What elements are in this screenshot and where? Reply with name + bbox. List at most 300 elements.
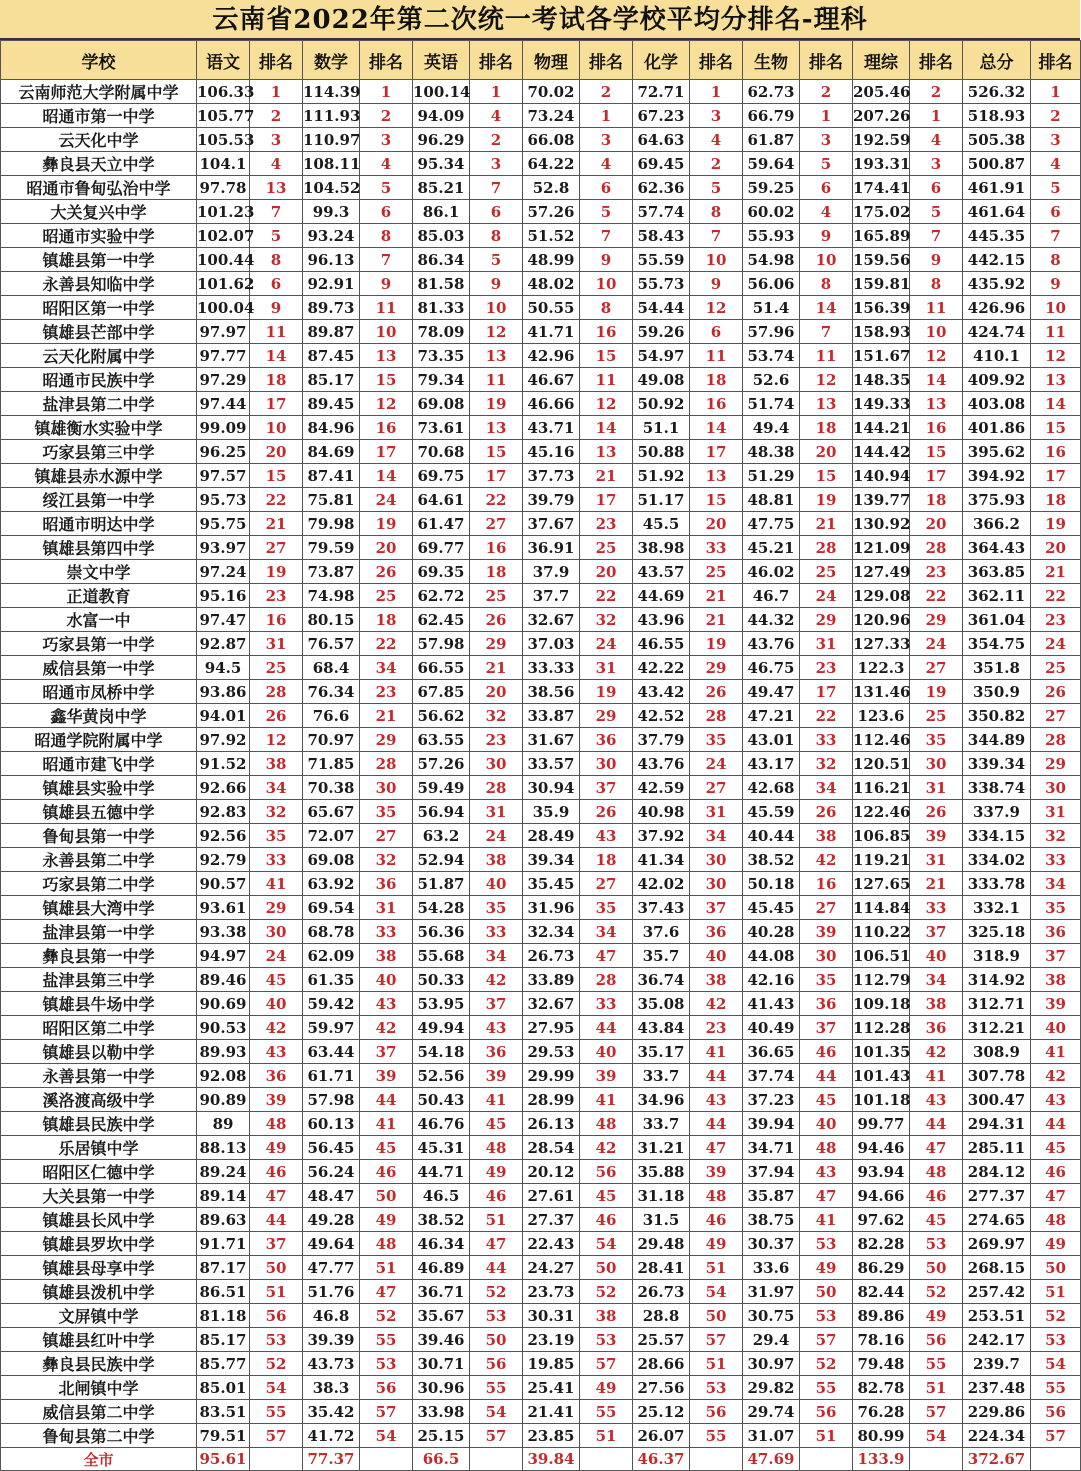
rank-cell: 40 — [360, 968, 413, 992]
rank-cell: 46 — [360, 1160, 413, 1184]
school-name-cell: 镇雄县五德中学 — [1, 800, 197, 824]
score-cell: 100.44 — [197, 248, 250, 272]
rank-cell: 39 — [360, 1064, 413, 1088]
score-cell: 52.6 — [743, 368, 800, 392]
table-row — [1, 1136, 1081, 1160]
score-cell: 62.73 — [743, 80, 800, 104]
score-cell: 93.86 — [197, 680, 250, 704]
table-row — [1, 368, 1081, 392]
school-name-cell: 鑫华黄岗中学 — [1, 704, 197, 728]
score-cell: 48.47 — [303, 1184, 360, 1208]
score-cell: 57.96 — [743, 320, 800, 344]
school-name-cell: 镇雄县以勒中学 — [1, 1040, 197, 1064]
score-cell: 395.62 — [963, 440, 1031, 464]
rank-cell: 20 — [470, 680, 523, 704]
score-cell: 85.17 — [197, 1328, 250, 1352]
score-cell: 30.75 — [743, 1304, 800, 1328]
table-row — [1, 1160, 1081, 1184]
school-name-cell: 永善县第一中学 — [1, 1064, 197, 1088]
rank-cell: 30 — [690, 872, 743, 896]
score-cell: 93.24 — [303, 224, 360, 248]
rank-cell: 48 — [690, 1184, 743, 1208]
school-name-cell: 威信县第二中学 — [1, 1400, 197, 1424]
score-cell: 106.85 — [853, 824, 910, 848]
rank-cell: 29 — [580, 704, 633, 728]
score-cell: 93.97 — [197, 536, 250, 560]
school-name-cell: 彝良县民族中学 — [1, 1352, 197, 1376]
score-cell: 35.17 — [633, 1040, 690, 1064]
score-cell: 127.49 — [853, 560, 910, 584]
rank-cell: 39 — [250, 1088, 303, 1112]
rank-cell: 47 — [1031, 1184, 1081, 1208]
rank-cell: 1 — [250, 80, 303, 104]
rank-cell: 4 — [470, 104, 523, 128]
table-row — [1, 440, 1081, 464]
rank-cell: 49 — [250, 1136, 303, 1160]
score-cell: 46.75 — [743, 656, 800, 680]
score-cell: 87.17 — [197, 1256, 250, 1280]
rank-cell: 53 — [360, 1352, 413, 1376]
rank-cell: 40 — [910, 944, 963, 968]
score-cell: 46.34 — [413, 1232, 470, 1256]
score-cell: 32.67 — [523, 608, 580, 632]
score-cell: 30.94 — [523, 776, 580, 800]
score-cell: 192.59 — [853, 128, 910, 152]
score-cell: 410.1 — [963, 344, 1031, 368]
rank-cell: 26 — [690, 680, 743, 704]
rank-cell: 27 — [910, 656, 963, 680]
score-cell: 285.11 — [963, 1136, 1031, 1160]
rank-cell: 26 — [1031, 680, 1081, 704]
score-cell: 38.3 — [303, 1376, 360, 1400]
rank-cell: 44 — [910, 1112, 963, 1136]
school-name-cell: 乐居镇中学 — [1, 1136, 197, 1160]
score-cell: 33.33 — [523, 656, 580, 680]
score-cell: 59.25 — [743, 176, 800, 200]
rank-cell: 9 — [250, 296, 303, 320]
table-row — [1, 536, 1081, 560]
rank-cell: 54 — [250, 1376, 303, 1400]
school-name-cell: 镇雄县芒部中学 — [1, 320, 197, 344]
rank-cell: 31 — [470, 800, 523, 824]
rank-cell: 53 — [1031, 1328, 1081, 1352]
score-cell: 32.34 — [523, 920, 580, 944]
score-cell: 30.31 — [523, 1304, 580, 1328]
column-header-rank: 排名 — [470, 41, 523, 80]
score-cell: 37.9 — [523, 560, 580, 584]
score-cell: 97.92 — [197, 728, 250, 752]
score-cell: 72.07 — [303, 824, 360, 848]
score-cell: 294.31 — [963, 1112, 1031, 1136]
rank-cell: 37 — [250, 1232, 303, 1256]
rank-cell: 16 — [690, 392, 743, 416]
rank-cell: 19 — [580, 680, 633, 704]
rank-cell: 24 — [690, 752, 743, 776]
city-average-cell — [580, 1448, 633, 1471]
score-cell: 32.67 — [523, 992, 580, 1016]
rank-cell: 41 — [580, 1088, 633, 1112]
score-cell: 112.28 — [853, 1016, 910, 1040]
rank-cell: 12 — [250, 728, 303, 752]
score-cell: 120.51 — [853, 752, 910, 776]
score-cell: 30.97 — [743, 1352, 800, 1376]
score-cell: 80.15 — [303, 608, 360, 632]
school-name-cell: 盐津县第一中学 — [1, 920, 197, 944]
rank-cell: 30 — [910, 752, 963, 776]
table-row — [1, 176, 1081, 200]
score-cell: 242.17 — [963, 1328, 1031, 1352]
rank-cell: 52 — [470, 1280, 523, 1304]
rank-cell: 19 — [690, 632, 743, 656]
rank-cell: 46 — [690, 1208, 743, 1232]
score-cell: 65.67 — [303, 800, 360, 824]
school-name-cell: 镇雄县第四中学 — [1, 536, 197, 560]
rank-cell: 49 — [690, 1232, 743, 1256]
score-cell: 82.28 — [853, 1232, 910, 1256]
score-cell: 110.22 — [853, 920, 910, 944]
rank-cell: 36 — [690, 920, 743, 944]
score-cell: 29.48 — [633, 1232, 690, 1256]
rank-cell: 45 — [250, 968, 303, 992]
score-cell: 20.12 — [523, 1160, 580, 1184]
score-cell: 70.97 — [303, 728, 360, 752]
rank-cell: 53 — [690, 1376, 743, 1400]
score-cell: 237.48 — [963, 1376, 1031, 1400]
score-cell: 253.51 — [963, 1304, 1031, 1328]
score-cell: 73.61 — [413, 416, 470, 440]
score-cell: 112.46 — [853, 728, 910, 752]
rank-cell: 40 — [250, 992, 303, 1016]
score-cell: 130.92 — [853, 512, 910, 536]
score-cell: 76.6 — [303, 704, 360, 728]
score-cell: 79.59 — [303, 536, 360, 560]
score-cell: 26.07 — [633, 1424, 690, 1448]
rank-cell: 48 — [580, 1112, 633, 1136]
rank-cell: 49 — [470, 1160, 523, 1184]
score-cell: 43.01 — [743, 728, 800, 752]
rank-cell: 45 — [580, 1184, 633, 1208]
rank-cell: 50 — [580, 1256, 633, 1280]
rank-cell: 45 — [360, 1136, 413, 1160]
table-row — [1, 512, 1081, 536]
rank-cell: 46 — [250, 1160, 303, 1184]
score-cell: 97.47 — [197, 608, 250, 632]
score-cell: 344.89 — [963, 728, 1031, 752]
rank-cell: 9 — [470, 272, 523, 296]
rank-cell: 47 — [910, 1136, 963, 1160]
score-cell: 90.69 — [197, 992, 250, 1016]
score-cell: 86.29 — [853, 1256, 910, 1280]
rank-cell: 11 — [800, 344, 853, 368]
rank-cell: 50 — [250, 1256, 303, 1280]
column-header-rank: 排名 — [910, 41, 963, 80]
score-cell: 64.22 — [523, 152, 580, 176]
score-cell: 165.89 — [853, 224, 910, 248]
rank-cell: 37 — [910, 920, 963, 944]
rank-cell: 38 — [690, 968, 743, 992]
rank-cell: 43 — [580, 824, 633, 848]
rank-cell: 56 — [1031, 1400, 1081, 1424]
table-row — [1, 392, 1081, 416]
rank-cell: 8 — [580, 296, 633, 320]
rank-cell: 13 — [910, 392, 963, 416]
rank-cell: 47 — [580, 944, 633, 968]
score-cell: 70.68 — [413, 440, 470, 464]
score-cell: 69.77 — [413, 536, 470, 560]
rank-cell: 48 — [800, 1136, 853, 1160]
rank-cell: 16 — [1031, 440, 1081, 464]
rank-cell: 39 — [800, 920, 853, 944]
score-cell: 37.73 — [523, 464, 580, 488]
rank-cell: 8 — [910, 272, 963, 296]
rank-cell: 28 — [910, 536, 963, 560]
score-cell: 84.69 — [303, 440, 360, 464]
table-row — [1, 416, 1081, 440]
score-cell: 36.74 — [633, 968, 690, 992]
city-average-cell — [470, 1448, 523, 1471]
rank-cell: 31 — [910, 848, 963, 872]
score-cell: 56.94 — [413, 800, 470, 824]
score-cell: 49.47 — [743, 680, 800, 704]
rank-cell: 18 — [580, 848, 633, 872]
score-cell: 62.45 — [413, 608, 470, 632]
school-name-cell: 威信县第一中学 — [1, 656, 197, 680]
score-cell: 307.78 — [963, 1064, 1031, 1088]
rank-cell: 26 — [470, 608, 523, 632]
score-cell: 69.08 — [413, 392, 470, 416]
column-header-rank: 排名 — [1031, 41, 1081, 80]
score-cell: 34.71 — [743, 1136, 800, 1160]
school-name-cell: 绥江县第一中学 — [1, 488, 197, 512]
rank-cell: 18 — [690, 368, 743, 392]
rank-cell: 17 — [690, 440, 743, 464]
rank-cell: 57 — [250, 1424, 303, 1448]
score-cell: 49.08 — [633, 368, 690, 392]
rank-cell: 14 — [690, 416, 743, 440]
rank-cell: 35 — [250, 824, 303, 848]
school-name-cell: 镇雄县红叶中学 — [1, 1328, 197, 1352]
score-cell: 52.8 — [523, 176, 580, 200]
rank-cell: 4 — [690, 128, 743, 152]
score-cell: 79.34 — [413, 368, 470, 392]
rank-cell: 13 — [250, 176, 303, 200]
rank-cell: 51 — [250, 1280, 303, 1304]
score-cell: 36.91 — [523, 536, 580, 560]
score-cell: 53.74 — [743, 344, 800, 368]
score-cell: 81.58 — [413, 272, 470, 296]
rank-cell: 38 — [470, 848, 523, 872]
rank-cell: 29 — [360, 728, 413, 752]
score-cell: 29.53 — [523, 1040, 580, 1064]
score-cell: 35.87 — [743, 1184, 800, 1208]
rank-cell: 15 — [580, 344, 633, 368]
rank-cell: 30 — [800, 944, 853, 968]
table-row — [1, 920, 1081, 944]
table-body — [1, 80, 1081, 1471]
table-row — [1, 1424, 1081, 1448]
rank-cell: 56 — [250, 1304, 303, 1328]
rank-cell: 3 — [470, 152, 523, 176]
rank-cell: 49 — [360, 1208, 413, 1232]
rank-cell: 39 — [910, 824, 963, 848]
score-cell: 325.18 — [963, 920, 1031, 944]
score-cell: 49.28 — [303, 1208, 360, 1232]
score-cell: 45.45 — [743, 896, 800, 920]
rank-cell: 28 — [580, 968, 633, 992]
rank-cell: 23 — [690, 1016, 743, 1040]
score-cell: 21.41 — [523, 1400, 580, 1424]
rank-cell: 18 — [800, 416, 853, 440]
rank-cell: 45 — [1031, 1136, 1081, 1160]
score-cell: 151.67 — [853, 344, 910, 368]
score-cell: 89.87 — [303, 320, 360, 344]
table-row — [1, 1112, 1081, 1136]
school-name-cell: 镇雄县牛场中学 — [1, 992, 197, 1016]
school-name-cell: 昭阳区第一中学 — [1, 296, 197, 320]
rank-cell: 8 — [690, 200, 743, 224]
rank-cell: 45 — [800, 1088, 853, 1112]
score-cell: 37.94 — [743, 1160, 800, 1184]
school-name-cell: 镇雄县赤水源中学 — [1, 464, 197, 488]
column-header-rank: 排名 — [360, 41, 413, 80]
score-cell: 99.77 — [853, 1112, 910, 1136]
school-name-cell: 巧家县第二中学 — [1, 872, 197, 896]
score-cell: 27.37 — [523, 1208, 580, 1232]
rank-cell: 5 — [1031, 176, 1081, 200]
score-cell: 97.97 — [197, 320, 250, 344]
rank-cell: 57 — [1031, 1424, 1081, 1448]
score-cell: 34.96 — [633, 1088, 690, 1112]
table-row — [1, 1184, 1081, 1208]
rank-cell: 36 — [580, 728, 633, 752]
score-cell: 46.66 — [523, 392, 580, 416]
rank-cell: 37 — [1031, 944, 1081, 968]
city-average-cell: 77.37 — [303, 1448, 360, 1471]
rank-cell: 30 — [1031, 776, 1081, 800]
rank-cell: 7 — [1031, 224, 1081, 248]
rank-cell: 46 — [800, 1040, 853, 1064]
rank-cell: 5 — [690, 176, 743, 200]
score-cell: 92.87 — [197, 632, 250, 656]
score-cell: 35.45 — [523, 872, 580, 896]
score-cell: 90.89 — [197, 1088, 250, 1112]
score-cell: 149.33 — [853, 392, 910, 416]
rank-cell: 17 — [580, 488, 633, 512]
rank-cell: 35 — [800, 968, 853, 992]
rank-cell: 37 — [470, 992, 523, 1016]
score-cell: 105.77 — [197, 104, 250, 128]
rank-cell: 35 — [580, 896, 633, 920]
score-cell: 269.97 — [963, 1232, 1031, 1256]
score-cell: 403.08 — [963, 392, 1031, 416]
rank-cell: 23 — [580, 512, 633, 536]
score-cell: 44.71 — [413, 1160, 470, 1184]
rank-cell: 36 — [910, 1016, 963, 1040]
score-cell: 121.09 — [853, 536, 910, 560]
rank-cell: 42 — [800, 848, 853, 872]
score-cell: 35.67 — [413, 1304, 470, 1328]
score-cell: 28.66 — [633, 1352, 690, 1376]
score-cell: 89.46 — [197, 968, 250, 992]
score-cell: 51.1 — [633, 416, 690, 440]
score-cell: 45.59 — [743, 800, 800, 824]
rank-cell: 10 — [800, 248, 853, 272]
school-name-cell: 崇文中学 — [1, 560, 197, 584]
school-name-cell: 溪洛渡高级中学 — [1, 1088, 197, 1112]
score-cell: 45.5 — [633, 512, 690, 536]
score-cell: 46.67 — [523, 368, 580, 392]
rank-cell: 48 — [470, 1136, 523, 1160]
city-average-cell — [910, 1448, 963, 1471]
score-cell: 193.31 — [853, 152, 910, 176]
rank-cell: 44 — [690, 1064, 743, 1088]
score-cell: 96.13 — [303, 248, 360, 272]
rank-cell: 21 — [1031, 560, 1081, 584]
score-cell: 80.99 — [853, 1424, 910, 1448]
rank-cell: 2 — [1031, 104, 1081, 128]
column-header-subject: 总分 — [963, 41, 1031, 80]
score-cell: 33.98 — [413, 1400, 470, 1424]
rank-cell: 52 — [800, 1352, 853, 1376]
rank-cell: 26 — [800, 800, 853, 824]
rank-cell: 53 — [250, 1328, 303, 1352]
school-name-cell: 大关县第一中学 — [1, 1184, 197, 1208]
score-cell: 361.04 — [963, 608, 1031, 632]
rank-cell: 12 — [1031, 344, 1081, 368]
rank-cell: 53 — [800, 1232, 853, 1256]
rank-cell: 40 — [800, 1112, 853, 1136]
score-cell: 37.79 — [633, 728, 690, 752]
score-cell: 55.73 — [633, 272, 690, 296]
rank-cell: 3 — [360, 128, 413, 152]
score-cell: 362.11 — [963, 584, 1031, 608]
column-header-rank: 排名 — [800, 41, 853, 80]
score-cell: 51.76 — [303, 1280, 360, 1304]
score-cell: 94.66 — [853, 1184, 910, 1208]
score-cell: 257.42 — [963, 1280, 1031, 1304]
score-cell: 59.49 — [413, 776, 470, 800]
rank-cell: 6 — [910, 176, 963, 200]
rank-cell: 28 — [250, 680, 303, 704]
score-cell: 70.02 — [523, 80, 580, 104]
score-cell: 69.45 — [633, 152, 690, 176]
rank-cell: 25 — [1031, 656, 1081, 680]
score-cell: 401.86 — [963, 416, 1031, 440]
score-cell: 83.51 — [197, 1400, 250, 1424]
score-cell: 76.34 — [303, 680, 360, 704]
rank-cell: 33 — [580, 992, 633, 1016]
rank-cell: 22 — [1031, 584, 1081, 608]
rank-cell: 25 — [360, 584, 413, 608]
score-cell: 526.32 — [963, 80, 1031, 104]
score-cell: 114.84 — [853, 896, 910, 920]
score-cell: 42.96 — [523, 344, 580, 368]
rank-cell: 47 — [470, 1232, 523, 1256]
rank-cell: 34 — [360, 656, 413, 680]
school-name-cell: 昭阳区仁德中学 — [1, 1160, 197, 1184]
rank-cell: 52 — [1031, 1304, 1081, 1328]
score-cell: 66.79 — [743, 104, 800, 128]
score-cell: 35.42 — [303, 1400, 360, 1424]
rank-cell: 52 — [910, 1280, 963, 1304]
score-cell: 28.54 — [523, 1136, 580, 1160]
rank-cell: 5 — [800, 152, 853, 176]
school-name-cell: 云天化中学 — [1, 128, 197, 152]
rank-cell: 51 — [910, 1376, 963, 1400]
rank-cell: 10 — [1031, 296, 1081, 320]
score-cell: 409.92 — [963, 368, 1031, 392]
score-cell: 63.2 — [413, 824, 470, 848]
